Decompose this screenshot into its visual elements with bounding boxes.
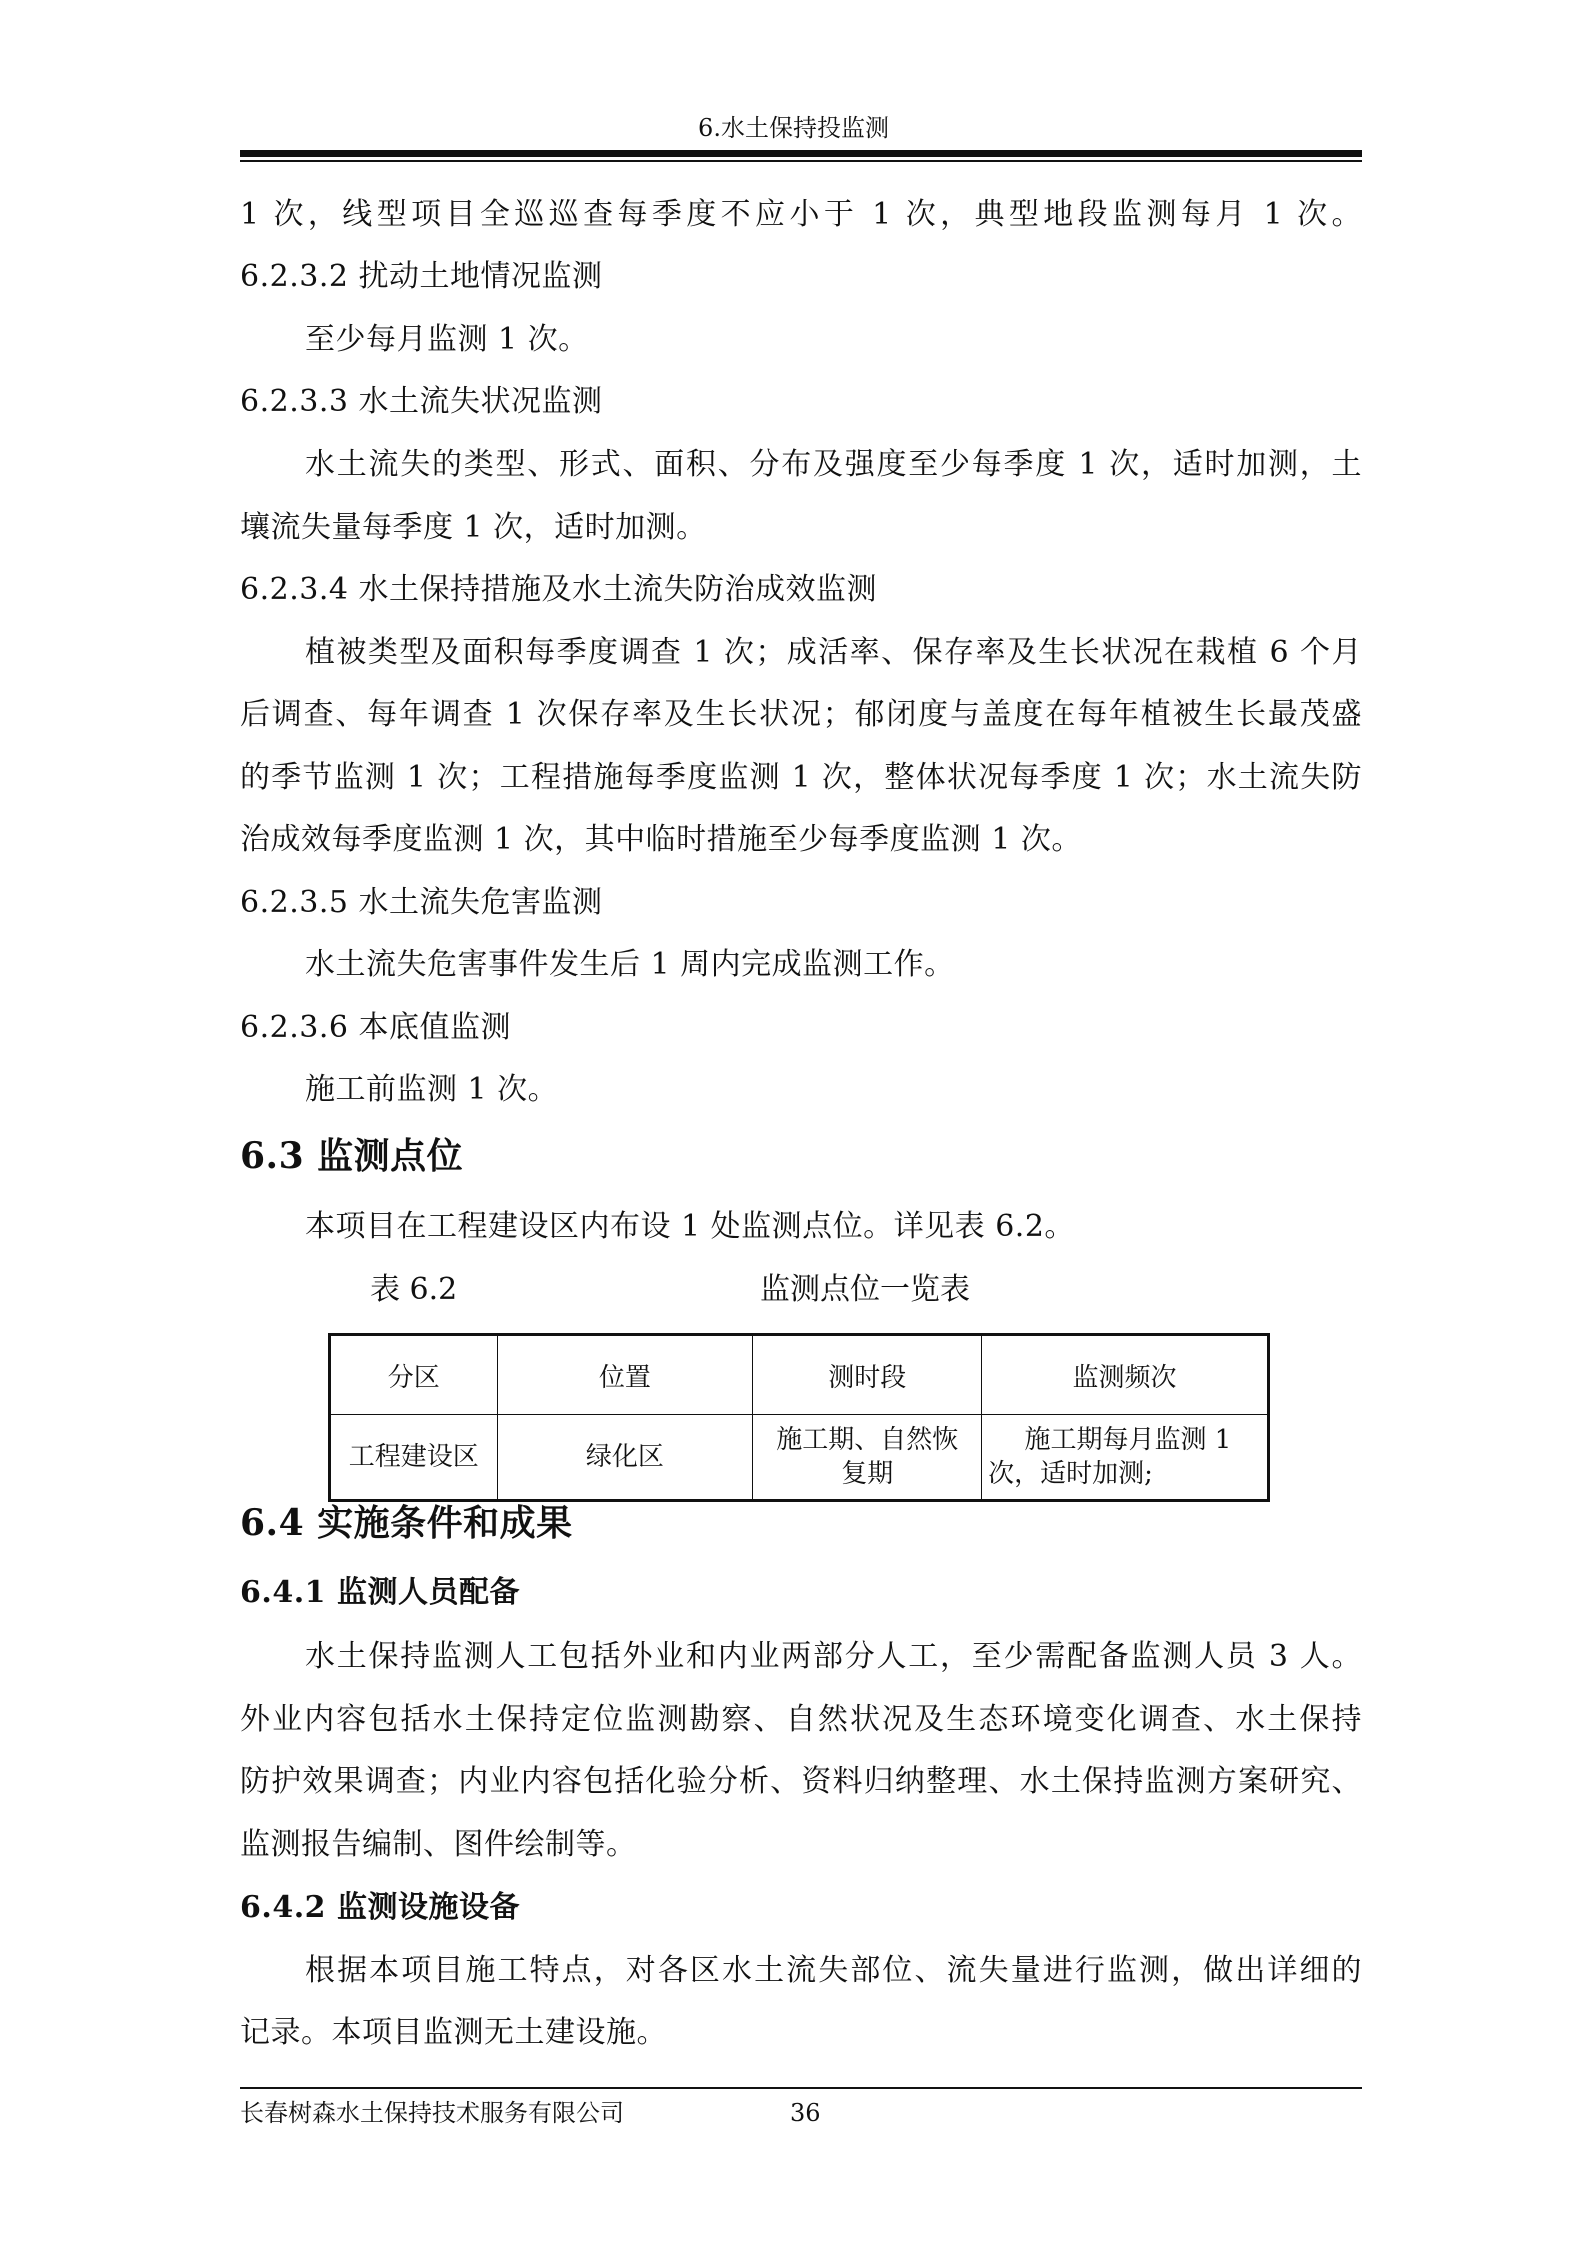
table-cell-period (753, 1415, 982, 1501)
footer-rule (240, 2087, 1362, 2089)
table-cell-zone: 工程建设区 (330, 1415, 498, 1501)
table-header-row (330, 1335, 1269, 1415)
body-line: 监测报告编制、图件绘制等。 (240, 1827, 637, 1862)
running-header: 6.水土保持投监测 (698, 114, 889, 142)
body-paragraph: 本项目在工程建设区内布设 1 处监测点位。详见表 6.2。 (305, 1209, 1075, 1244)
subsection-heading-6-2-3-5: 6.2.3.5 水土流失危害监测 (240, 885, 603, 920)
body-line: 植被类型及面积每季度调查 1 次；成活率、保存率及生长状况在栽植 6 个月 (305, 635, 1362, 670)
table-header-cell: 分区 (330, 1335, 498, 1415)
page-number: 36 (790, 2099, 821, 2127)
body-line: 水土保持监测人工包括外业和内业两部分人工，至少需配备监测人员 3 人。 (305, 1639, 1362, 1674)
table-cell-period-line: 复期 (841, 1459, 894, 1489)
section-heading-6-3: 6.3 监测点位 (240, 1135, 464, 1177)
table-caption-title: 监测点位一览表 (760, 1272, 970, 1307)
footer-company-name: 长春树森水土保持技术服务有限公司 (240, 2099, 624, 2127)
subsection-heading-6-4-1: 6.4.1 监测人员配备 (240, 1575, 520, 1610)
table-header-cell: 位置 (497, 1335, 753, 1415)
monitoring-points-table (328, 1333, 1270, 1502)
table-cell-period-line: 施工期、自然恢 (776, 1425, 959, 1455)
table-cell-location: 绿化区 (497, 1415, 753, 1501)
table-row (330, 1415, 1269, 1501)
subsection-heading-6-2-3-3: 6.2.3.3 水土流失状况监测 (240, 384, 603, 419)
body-line: 记录。本项目监测无土建设施。 (240, 2015, 667, 2050)
subsection-heading-6-2-3-2: 6.2.3.2 扰动土地情况监测 (240, 259, 603, 294)
section-heading-6-4: 6.4 实施条件和成果 (240, 1502, 573, 1544)
table-cell-frequency (982, 1415, 1269, 1501)
table-cell-frequency-line: 施工期每月监测 1 (1024, 1425, 1232, 1455)
body-line: 根据本项目施工特点，对各区水土流失部位、流失量进行监测，做出详细的 (305, 1953, 1362, 1988)
body-line: 水土流失的类型、形式、面积、分布及强度至少每季度 1 次，适时加测，土 (305, 447, 1362, 482)
subsection-heading-6-2-3-4: 6.2.3.4 水土保持措施及水土流失防治成效监测 (240, 572, 877, 607)
body-line: 后调查、每年调查 1 次保存率及生长状况；郁闭度与盖度在每年植被生长最茂盛 (240, 697, 1362, 732)
subsection-heading-6-4-2: 6.4.2 监测设施设备 (240, 1890, 520, 1925)
header-rule-thin (240, 160, 1362, 162)
table-header-cell: 测时段 (753, 1335, 982, 1415)
header-rule-thick (240, 150, 1362, 157)
body-paragraph: 施工前监测 1 次。 (305, 1072, 559, 1107)
table-header-cell: 监测频次 (982, 1335, 1269, 1415)
body-paragraph: 至少每月监测 1 次。 (305, 322, 589, 357)
body-line: 1 次，线型项目全巡巡查每季度不应小于 1 次，典型地段监测每月 1 次。 (240, 197, 1362, 232)
body-paragraph: 水土流失危害事件发生后 1 周内完成监测工作。 (305, 947, 955, 982)
body-line: 治成效每季度监测 1 次，其中临时措施至少每季度监测 1 次。 (240, 822, 1082, 857)
body-line: 外业内容包括水土保持定位监测勘察、自然状况及生态环境变化调查、水土保持 (240, 1702, 1362, 1737)
body-line: 防护效果调查；内业内容包括化验分析、资料归纳整理、水土保持监测方案研究、 (240, 1764, 1362, 1799)
table-cell-frequency-line: 次，适时加测; (988, 1459, 1153, 1489)
table-caption-number: 表 6.2 (370, 1272, 458, 1307)
subsection-heading-6-2-3-6: 6.2.3.6 本底值监测 (240, 1010, 511, 1045)
body-line: 壤流失量每季度 1 次，适时加测。 (240, 510, 707, 545)
body-line: 的季节监测 1 次；工程措施每季度监测 1 次，整体状况每季度 1 次；水土流失防 (240, 760, 1362, 795)
